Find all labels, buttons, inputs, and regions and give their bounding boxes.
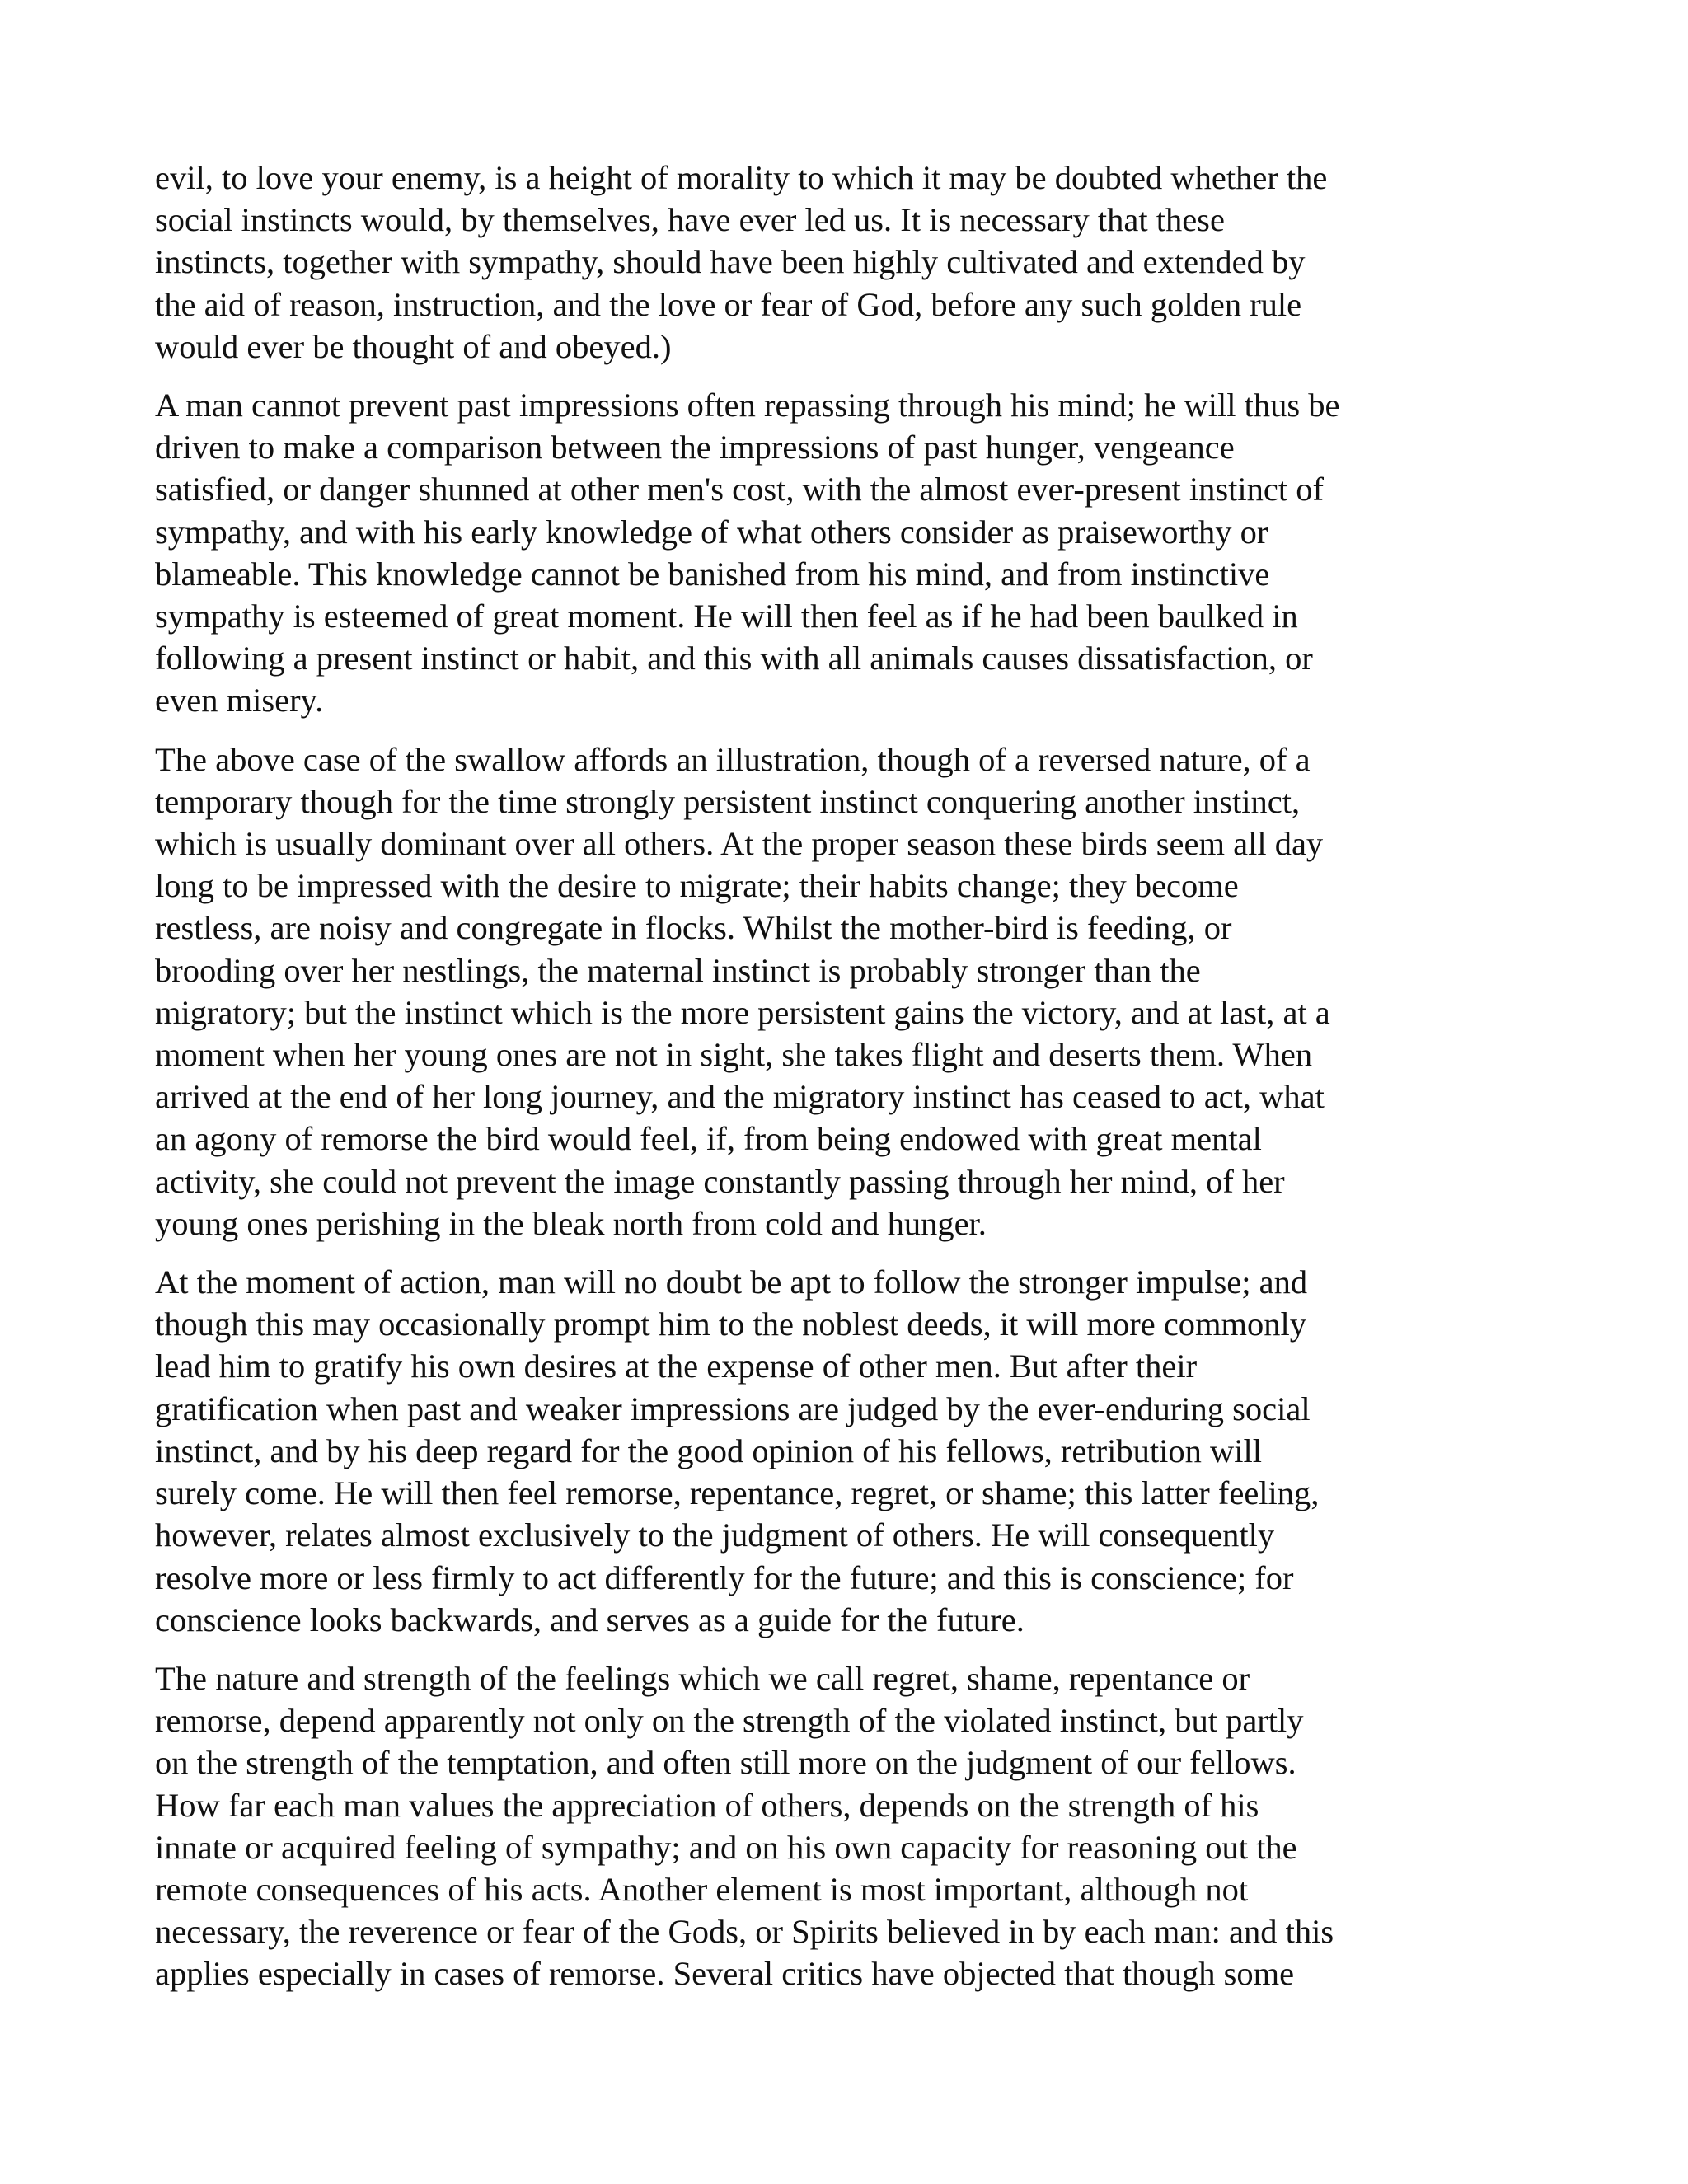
text-line: migratory; but the instinct which is the more persistent gains the victory, and at last, at a — [155, 993, 1330, 1031]
text-line: innate or acquired feeling of sympathy; and on his own capacity for reasoning out the — [155, 1828, 1297, 1866]
text-line: even misery. — [155, 682, 324, 719]
text-line: following a present instinct or habit, and this with all animals causes dissatisfaction, or — [155, 640, 1313, 677]
text-line: remote consequences of his acts. Another element is most important, although not — [155, 1870, 1249, 1908]
text-line: sympathy is esteemed of great moment. He will then feel as if he had been baulked in — [155, 598, 1298, 635]
text-line: young ones perishing in the bleak north from cold and hunger. — [155, 1204, 987, 1242]
paragraph — [155, 384, 1533, 722]
text-line: surely come. He will then feel remorse, repentance, regret, or shame; this latter feeling, — [155, 1474, 1320, 1512]
text-line: The nature and strength of the feelings which we call regret, shame, repentance or — [155, 1659, 1250, 1697]
paragraph — [155, 1261, 1533, 1641]
text-line: long to be impressed with the desire to migrate; their habits change; they become — [155, 867, 1239, 905]
text-line: remorse, depend apparently not only on the strength of the violated instinct, but partly — [155, 1702, 1304, 1740]
text-line: evil, to love your enemy, is a height of morality to which it may be doubted whether the — [155, 159, 1328, 196]
text-line: The above case of the swallow affords an illustration, though of a reversed nature, of a — [155, 740, 1311, 778]
paragraph — [155, 738, 1533, 1244]
text-line: A man cannot prevent past impressions often repassing through his mind; he will thus be — [155, 387, 1340, 424]
text-line: driven to make a comparison between the impressions of past hunger, vengeance — [155, 429, 1235, 466]
text-line: an agony of remorse the bird would feel, if, from being endowed with great mental — [155, 1120, 1262, 1158]
text-line: though this may occasionally prompt him to the noblest deeds, it will more commonly — [155, 1305, 1307, 1343]
text-line: blameable. This knowledge cannot be banished from his mind, and from instinctive — [155, 555, 1270, 593]
text-line: moment when her young ones are not in sight, she takes flight and deserts them. When — [155, 1036, 1313, 1074]
text-line: sympathy, and with his early knowledge of what others consider as praiseworthy or — [155, 513, 1268, 551]
text-line: however, relates almost exclusively to the judgment of others. He will consequently — [155, 1516, 1275, 1554]
text-line: would ever be thought of and obeyed.) — [155, 327, 672, 365]
text-line: brooding over her nestlings, the maternal instinct is probably stronger than the — [155, 951, 1201, 989]
document-page — [155, 157, 1533, 2012]
text-line: restless, are noisy and congregate in flocks. Whilst the mother-bird is feeding, or — [155, 909, 1232, 947]
text-line: activity, she could not prevent the image constantly passing through her mind, of her — [155, 1162, 1285, 1200]
text-line: lead him to gratify his own desires at the expense of other men. But after their — [155, 1347, 1198, 1385]
text-line: temporary though for the time strongly persistent instinct conquering another instinct, — [155, 782, 1301, 820]
text-line: which is usually dominant over all others. At the proper season these birds seem all day — [155, 825, 1324, 863]
text-line: instincts, together with sympathy, should have been highly cultivated and extended by — [155, 243, 1306, 281]
text-line: on the strength of the temptation, and often still more on the judgment of our fellows. — [155, 1744, 1296, 1782]
text-line: necessary, the reverence or fear of the Gods, or Spirits believed in by each man: and this — [155, 1913, 1334, 1951]
text-line: gratification when past and weaker impressions are judged by the ever-enduring social — [155, 1390, 1311, 1427]
text-line: conscience looks backwards, and serves as a guide for the future. — [155, 1601, 1025, 1638]
text-line: arrived at the end of her long journey, and the migratory instinct has ceased to act, what — [155, 1078, 1325, 1116]
text-line: resolve more or less firmly to act differently for the future; and this is conscience; for — [155, 1558, 1294, 1596]
text-line: instinct, and by his deep regard for the good opinion of his fellows, retribution will — [155, 1432, 1263, 1469]
text-line: the aid of reason, instruction, and the love or fear of God, before any such golden rule — [155, 285, 1302, 323]
paragraph — [155, 1657, 1533, 1995]
text-line: At the moment of action, man will no doubt be apt to follow the stronger impulse; and — [155, 1263, 1308, 1301]
text-line: satisfied, or danger shunned at other men's cost, with the almost ever-present instinct of — [155, 471, 1324, 509]
paragraph — [155, 157, 1533, 368]
text-line: social instincts would, by themselves, have ever led us. It is necessary that these — [155, 201, 1225, 239]
text-line: applies especially in cases of remorse. Several critics have objected that though some — [155, 1955, 1295, 1993]
text-line: How far each man values the appreciation of others, depends on the strength of his — [155, 1786, 1259, 1824]
